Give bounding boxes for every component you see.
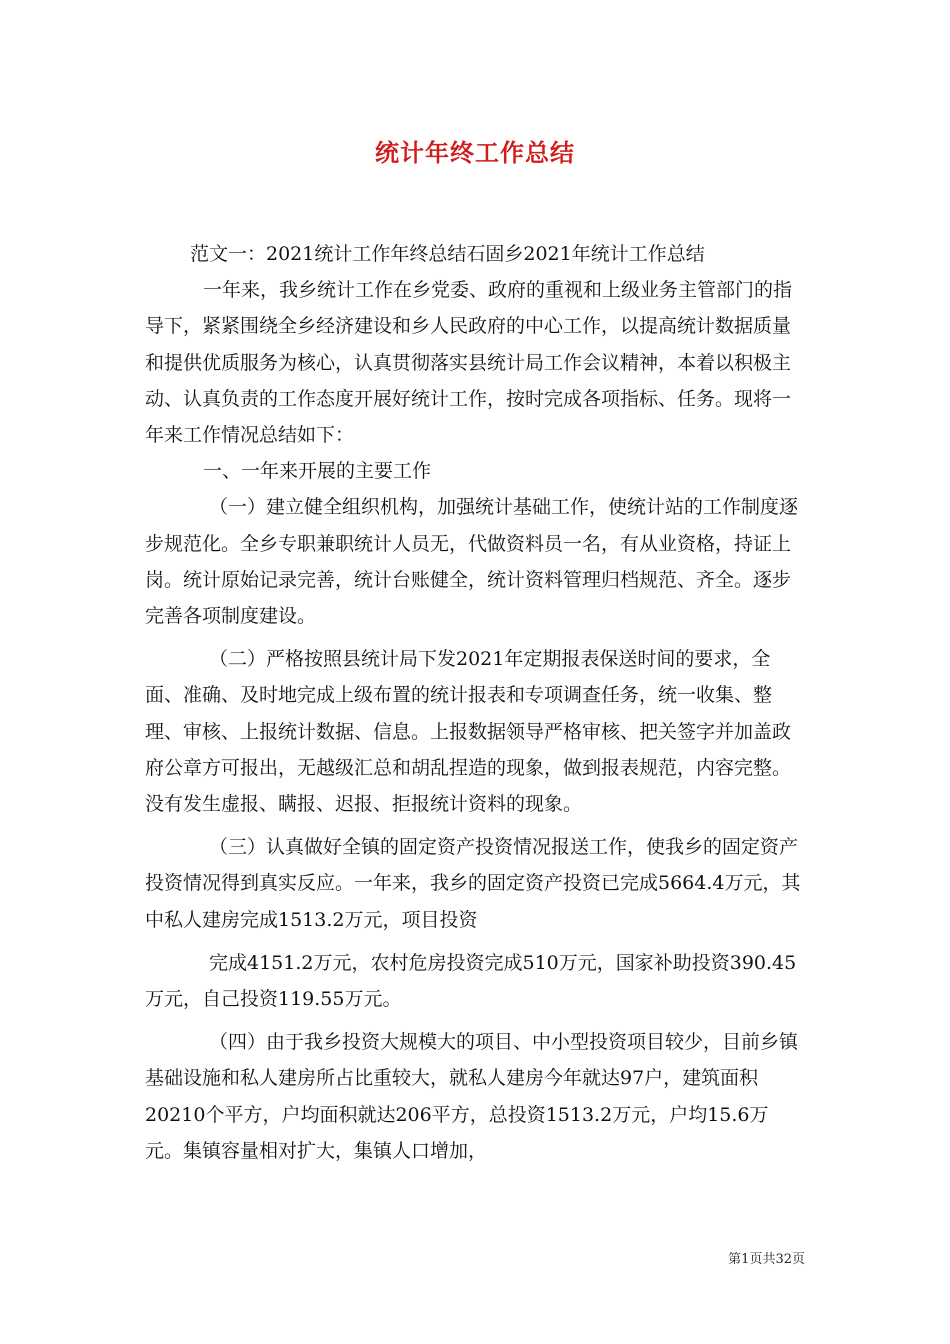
document-body [145, 236, 805, 1169]
page-number: 第1页共32页 [728, 1252, 805, 1267]
paragraph-item-3-continued: 完成4151.2万元，农村危房投资完成510万元，国家补助投资390.45万元，自己投资119.55万元。 [145, 951, 797, 1011]
paragraph-intro: 一年来，我乡统计工作在乡党委、政府的重视和上级业务主管部门的指导下，紧紧围绕全乡经济建设和乡人民政府的中心工作，以提高统计数据质量和提供优质服务为核心，认真贯彻落实县统计局工作会议精神，本着以积极主动、认真负责的工作态度开展好统计工作，按时完成各项指标、任务。现将一年来工作情况总结如下： [145, 279, 793, 447]
page-footer [0, 1248, 950, 1267]
paragraph-heading-source: 范文一：2021统计工作年终总结石固乡2021年统计工作总结 [190, 243, 705, 265]
paragraph-item-3: （三）认真做好全镇的固定资产投资情况报送工作，使我乡的固定资产投资情况得到真实反应。一年来，我乡的固定资产投资已完成5664.4万元，其中私人建房完成1513.2万元，项目投资 [145, 836, 801, 931]
paragraph-item-1: （一）建立健全组织机构，加强统计基础工作，使统计站的工作制度逐步规范化。全乡专职兼职统计人员无，代做资料员一名，有从业资格，持证上岗。统计原始记录完善，统计台账健全，统计资料管理归档规范、齐全。逐步完善各项制度建设。 [145, 496, 799, 628]
section-heading: 一、一年来开展的主要工作 [203, 460, 432, 483]
document-title: 统计年终工作总结 [375, 139, 575, 167]
paragraph-item-4: （四）由于我乡投资大规模大的项目、中小型投资项目较少，目前乡镇基础设施和私人建房所占比重较大，就私人建房今年就达97户，建筑面积20210个平方，户均面积就达206平方，总投资1513.2万元，户均15.6万元。集镇容量相对扩大，集镇人口增加， [145, 1031, 799, 1162]
paragraph-item-2: （二）严格按照县统计局下发2021年定期报表保送时间的要求，全面、准确、及时地完成上级布置的统计报表和专项调查任务，统一收集、整理、审核、上报统计数据、信息。上报数据领导严格审核、把关签字并加盖政府公章方可报出，无越级汇总和胡乱捏造的现象，做到报表规范，内容完整。没有发生虚报、瞒报、迟报、拒报统计资料的现象。 [145, 648, 792, 816]
